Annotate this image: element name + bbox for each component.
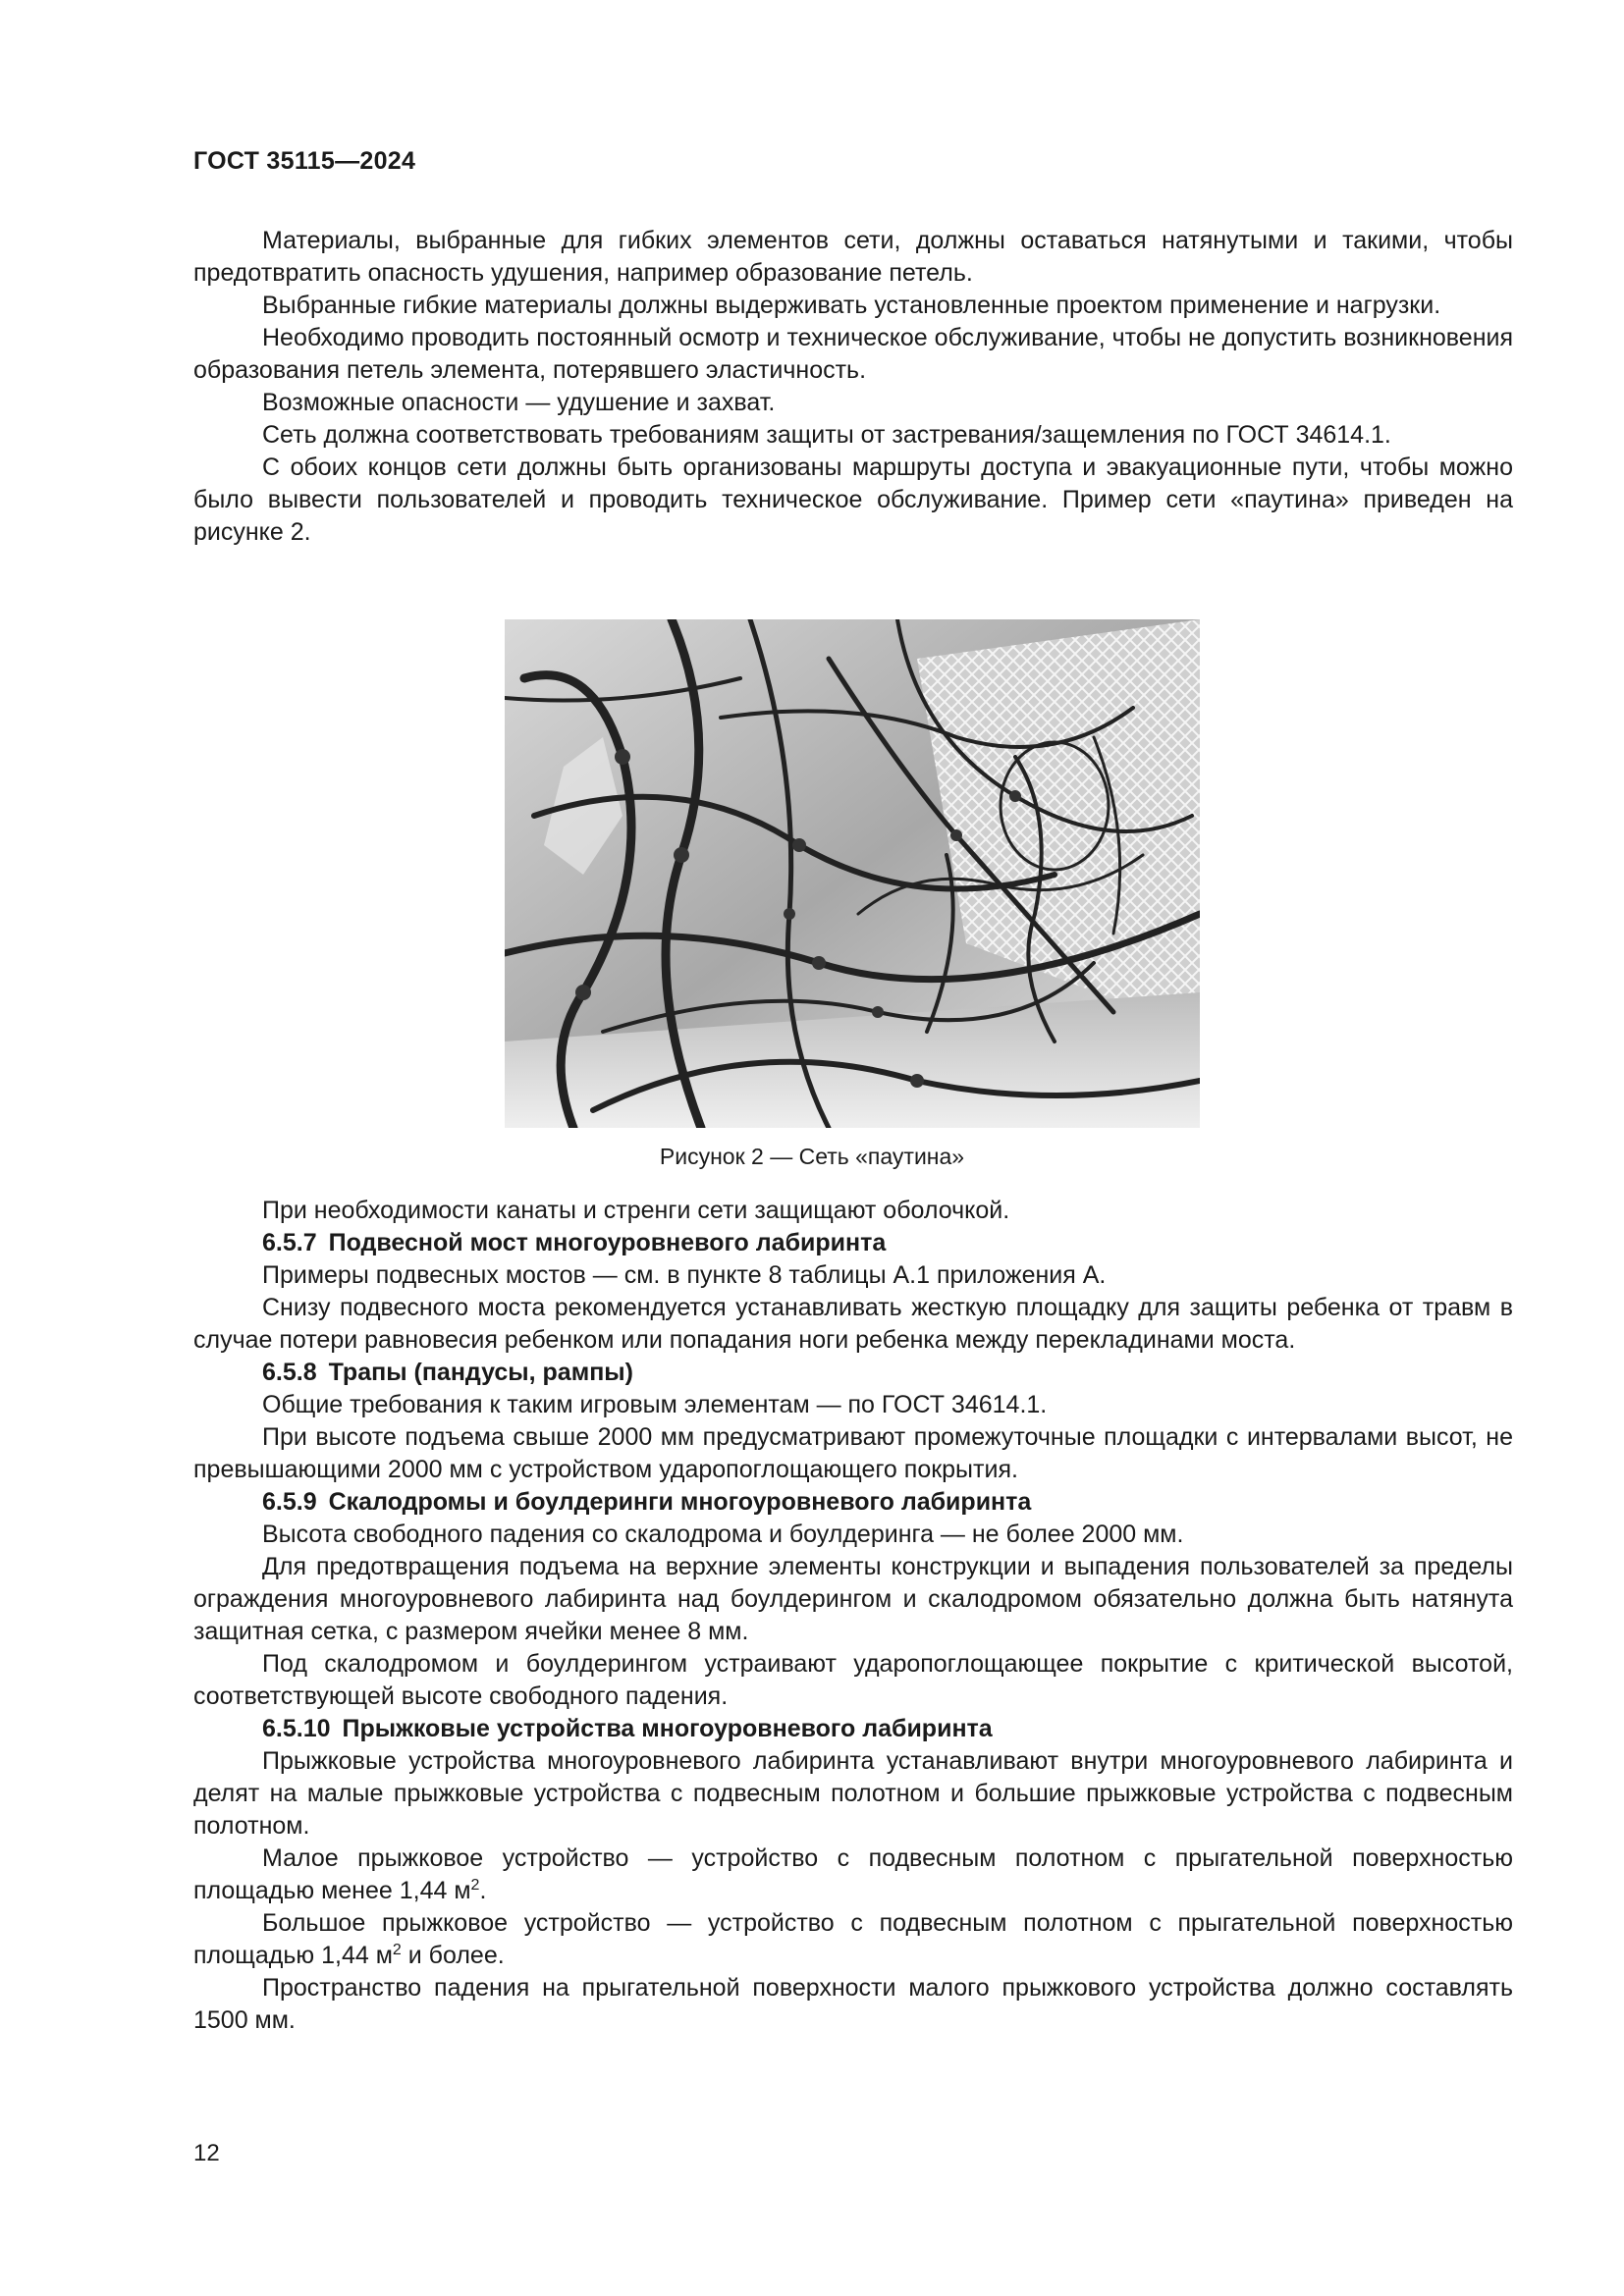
text-run: Большое прыжковое устройство — устройство с подвесным полотном с прыгательной поверхностью площадью 1,44 м [193, 1909, 1513, 1969]
paragraph: Примеры подвесных мостов — см. в пункте 8 таблицы А.1 приложения А. [262, 1261, 1107, 1289]
paragraph [193, 1907, 1513, 1972]
page-number: 12 [193, 2140, 220, 2166]
figure-web-net-photo [505, 619, 1200, 1128]
paragraph: Для предотвращения подъема на верхние элементы конструкции и выпадения пользователей за пределы ограждения многоуровневого лабиринта над боулдерингом и скалодромом обязательно должна быть натянута защитная сетка, с размером ячейки менее 8 мм. [193, 1553, 1513, 1645]
section-title: Подвесной мост многоуровневого лабиринта [328, 1229, 887, 1256]
paragraph: Общие требования к таким игровым элементам — по ГОСТ 34614.1. [262, 1391, 1048, 1418]
paragraph: Сеть должна соответствовать требованиям защиты от застревания/защемления по ГОСТ 34614.1. [262, 421, 1391, 449]
paragraph [193, 1842, 1513, 1907]
paragraph: При необходимости канаты и стренги сети защищают оболочкой. [262, 1197, 1010, 1224]
section-heading [193, 1227, 1513, 1259]
superscript: 2 [392, 1942, 402, 1958]
paragraph: Выбранные гибкие материалы должны выдерживать установленные проектом применение и нагрузки. [262, 292, 1441, 319]
section-number: 6.5.10 [262, 1715, 331, 1742]
paragraph: Необходимо проводить постоянный осмотр и техническое обслуживание, чтобы не допустить возникновения образования петель элемента, потерявшего эластичность. [193, 324, 1513, 384]
paragraph: Возможные опасности — удушение и захват. [262, 389, 776, 416]
section-heading [193, 1713, 1513, 1745]
text-block-bottom [193, 1195, 1513, 2037]
section-number: 6.5.8 [262, 1359, 317, 1386]
document-code-header: ГОСТ 35115—2024 [193, 147, 416, 175]
section-title: Трапы (пандусы, рампы) [328, 1359, 633, 1386]
paragraph: Снизу подвесного моста рекомендуется устанавливать жесткую площадку для защиты ребенка от травм в случае потери равновесия ребенком или попадания ноги ребенка между перекладинами моста. [193, 1294, 1513, 1354]
paragraph: Высота свободного падения со скалодрома и боулдеринга — не более 2000 мм. [262, 1521, 1184, 1548]
section-number: 6.5.7 [262, 1229, 317, 1256]
paragraph: При высоте подъема свыше 2000 мм предусматривают промежуточные площадки с интервалами высот, не превышающими 2000 мм с устройством ударопоглощающего покрытия. [193, 1423, 1513, 1483]
superscript: 2 [470, 1877, 480, 1894]
section-title: Прыжковые устройства многоуровневого лабиринта [342, 1715, 993, 1742]
paragraph: Под скалодромом и боулдерингом устраивают ударопоглощающее покрытие с критической высотой, соответствующей высоте свободного падения. [193, 1650, 1513, 1710]
text-run: . [479, 1877, 487, 1904]
section-title: Скалодромы и боулдеринги многоуровневого лабиринта [328, 1488, 1032, 1516]
paragraph: Материалы, выбранные для гибких элементов сети, должны оставаться натянутыми и такими, чтобы предотвратить опасность удушения, например образование петель. [193, 227, 1513, 287]
section-heading [193, 1357, 1513, 1389]
section-heading [193, 1486, 1513, 1519]
text-block-top [193, 225, 1513, 549]
text-run: и более. [401, 1942, 505, 1969]
text-run: Малое прыжковое устройство — устройство с подвесным полотном с прыгательной поверхностью площадью менее 1,44 м [193, 1844, 1513, 1904]
paragraph: Прыжковые устройства многоуровневого лабиринта устанавливают внутри многоуровневого лабиринта и делят на малые прыжковые устройства с подвесным полотном и большие прыжковые устройства с подвесным полотном. [193, 1747, 1513, 1840]
section-number: 6.5.9 [262, 1488, 317, 1516]
paragraph: Пространство падения на прыгательной поверхности малого прыжкового устройства должно составлять 1500 мм. [193, 1974, 1513, 2034]
paragraph: С обоих концов сети должны быть организованы маршруты доступа и эвакуационные пути, чтобы можно было вывести пользователей и проводить техническое обслуживание. Пример сети «паутина» приведен на рисунке 2. [193, 454, 1513, 546]
figure-caption: Рисунок 2 — Сеть «паутина» [659, 1144, 965, 1169]
